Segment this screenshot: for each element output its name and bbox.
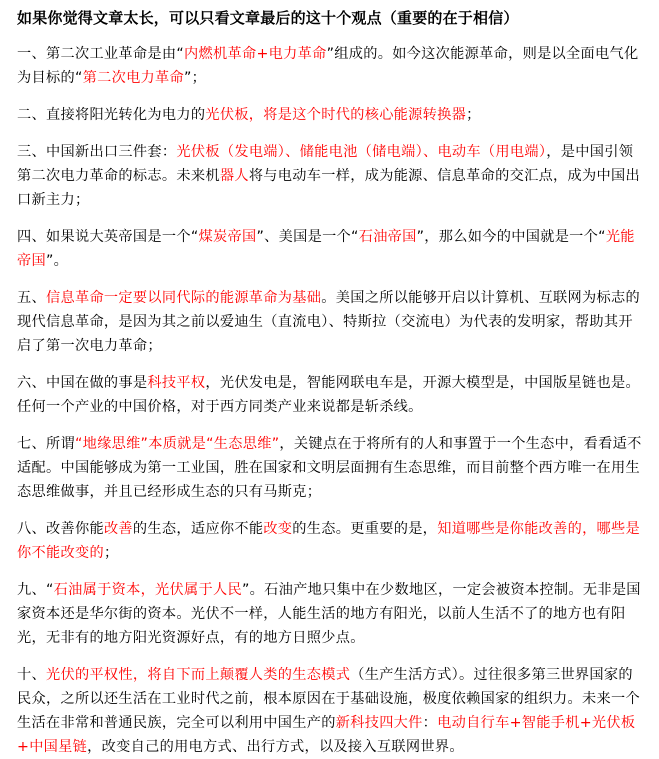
article-title: 如果你觉得文章太长，可以只看文章最后的这十个观点（重要的在于相信） <box>17 9 519 27</box>
highlight: 石油帝国 <box>358 229 417 245</box>
segment: ，改变自己的用电方式、出行方式，以及接入互联网世界。 <box>87 739 464 755</box>
points-list <box>17 42 645 759</box>
segment: 一、第二次工业革命是由“ <box>17 46 185 62</box>
segment: ”。石油产地只集中在少数地区，一定会被资本控制。无非是国家资本还是华尔街的资本。光伏不一样，人能生活的地方有阳光，以前人生活不了的地方也有阳光，无非有的地方阳光资源好点，有的地方日照少点。 <box>17 582 641 646</box>
highlight: 光能帝国 <box>17 229 635 269</box>
highlight: 改变 <box>263 521 293 537</box>
highlight: 煤炭帝国 <box>198 229 257 245</box>
segment: ； <box>466 107 481 123</box>
point-9 <box>17 578 645 650</box>
point-2 <box>17 103 645 127</box>
point-7 <box>17 432 645 504</box>
segment: 六、中国在做的事是 <box>17 375 148 391</box>
highlight: 光伏板，将是这个时代的核心能源转换器 <box>205 107 467 123</box>
segment: 。美国之所以能够开启以计算机、互联网为标志的现代信息革命，是因为其之前以爱迪生（直流电）、特斯拉（交流电）为代表的发明家，帮助其开启了第一次电力革命； <box>17 290 640 354</box>
point-10 <box>17 663 645 759</box>
highlight: 知道哪些是你能改善的，哪些是你不能改变的 <box>17 521 641 561</box>
segment: 三、中国新出口三件套： <box>17 144 177 160</box>
segment: 的生态，适应你不能 <box>132 521 264 537</box>
segment: ”； <box>184 70 207 86</box>
highlight: 石油属于资本，光伏属于人民 <box>53 582 242 598</box>
segment: 九、“ <box>17 582 54 598</box>
segment: ”。 <box>45 253 69 269</box>
point-1 <box>17 42 645 90</box>
segment: ”，那么如今的中国就是一个“ <box>416 229 606 245</box>
highlight: 科技平权 <box>147 375 206 391</box>
segment: ： <box>422 715 438 731</box>
segment: ，是中国引领第二次电力革命的标志。未来机 <box>17 144 634 184</box>
highlight: 内燃机革命+电力革命 <box>184 46 327 62</box>
segment: ； <box>103 545 119 561</box>
point-6 <box>17 371 645 419</box>
point-4 <box>17 225 645 273</box>
segment: 二、直接将阳光转化为电力的 <box>17 107 206 123</box>
segment: （生产生活方式）。过往很多第三世界国家的民众，之所以还生活在工业时代之前，根本原因在于基础设施，极度依赖国家的组织力。未来一个生活在非常和普通民族，完全可以利用中国生产的 <box>17 667 640 731</box>
segment: 的生态。更重要的是， <box>292 521 438 537</box>
segment: 八、改善你能 <box>17 521 104 537</box>
segment: 四、如果说大英帝国是一个“ <box>17 229 199 245</box>
segment: 将与电动车一样，成为能源、信息革命的交汇点，成为中国出口新主力； <box>17 168 640 208</box>
highlight: 光伏板（发电端）、储能电池（储电端）、电动车（用电端） <box>176 144 547 160</box>
point-3 <box>17 140 645 212</box>
segment: ”组成的。如今这次能源革命，则是以全面电气化为目标的“ <box>17 46 639 86</box>
highlight: “地缘思维”本质就是“生态思维” <box>74 436 280 452</box>
highlight: 第二次电力革命 <box>82 70 185 86</box>
segment: ，关键点在于将所有的人和事置于一个生态中，看看适不适配。中国能够成为第一工业国，胜在国家和文明层面拥有生态思维，而目前整个西方唯一在用生态思维做事，并且已经形成生态的只有马斯克； <box>17 436 642 500</box>
segment: 十、 <box>17 667 46 683</box>
segment: ，光伏发电是，智能网联电车是，开源大模型是，中国版星链也是。任何一个产业的中国价格，对于西方同类产业来说都是斩杀线。 <box>17 375 640 415</box>
highlight: 新科技四大件 <box>335 715 423 731</box>
highlight: 器人 <box>219 168 249 184</box>
highlight: 信息革命一定要以同代际的能源革命为基础 <box>45 290 322 306</box>
point-5 <box>17 286 645 358</box>
segment: 五、 <box>17 290 46 306</box>
highlight: 电动自行车+智能手机+光伏板+中国星链 <box>17 715 636 755</box>
point-8 <box>17 517 645 565</box>
segment: 七、所谓 <box>17 436 75 452</box>
highlight: 光伏的平权性，将自下而上颠覆人类的生态模式 <box>45 667 351 683</box>
segment: ”、美国是一个“ <box>256 229 359 245</box>
highlight: 改善 <box>103 521 133 537</box>
